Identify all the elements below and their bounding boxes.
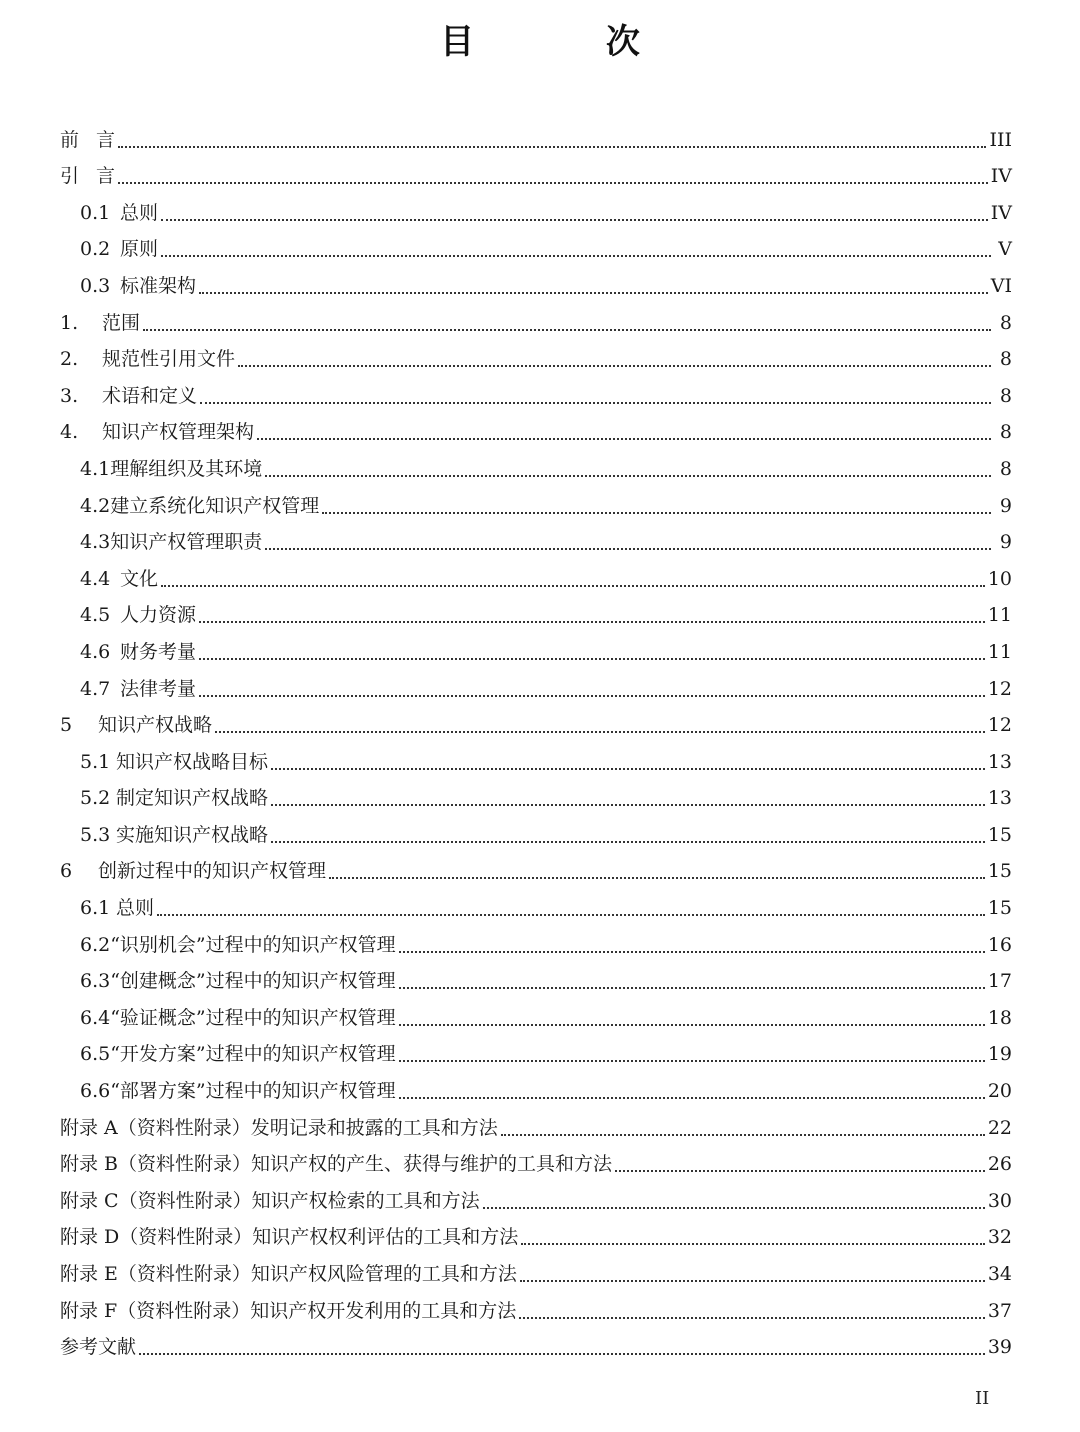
- toc-entry-label: [60, 1146, 612, 1182]
- toc-entry[interactable]: [60, 1292, 1012, 1329]
- toc-entry-page: 15: [987, 897, 1012, 920]
- toc-entry-label: [60, 1219, 518, 1255]
- toc-entry-page: 15: [987, 823, 1012, 846]
- toc-entry[interactable]: [60, 194, 1012, 231]
- toc-entry-page: V: [998, 238, 1012, 261]
- toc-entry[interactable]: [60, 963, 1012, 1000]
- toc-entry-text: 言: [96, 165, 116, 188]
- toc-entry-text: 参考文献: [60, 1336, 137, 1359]
- toc-entry[interactable]: [60, 1036, 1012, 1073]
- toc-entry[interactable]: [60, 1109, 1012, 1146]
- toc-entry[interactable]: [60, 853, 1012, 890]
- toc-entry-number: 附录 E: [60, 1263, 118, 1285]
- toc-entry-label: [80, 597, 196, 633]
- toc-entry[interactable]: [60, 816, 1012, 853]
- toc-entry-text: 创新过程中的知识产权管理: [98, 860, 327, 883]
- dot-leader: [265, 547, 991, 550]
- toc-entry-page: III: [989, 128, 1012, 151]
- toc-entry-number: 附录 C: [60, 1189, 119, 1212]
- dot-leader: [238, 364, 991, 367]
- toc-entry-text: 知识产权战略: [98, 714, 213, 737]
- toc-entry-number: 前: [60, 128, 80, 151]
- toc-entry-page: 22: [987, 1116, 1012, 1139]
- toc-entry-text: 建立系统化知识产权管理: [110, 494, 320, 517]
- toc-entry-number: 4.1: [80, 457, 111, 480]
- dot-leader: [199, 694, 985, 697]
- toc-entry[interactable]: [60, 1146, 1012, 1183]
- toc-entry-page: 39: [987, 1336, 1012, 1359]
- toc-entry-text: 术语和定义: [102, 384, 198, 407]
- dot-leader: [271, 840, 985, 843]
- dot-leader: [329, 876, 985, 879]
- toc-entry-number: 6.5: [80, 1043, 111, 1066]
- dot-leader: [199, 620, 985, 623]
- dot-leader: [399, 1096, 985, 1099]
- toc-entry-label: [80, 195, 158, 231]
- toc-entry-number: 0.3: [80, 274, 111, 297]
- toc-entry-number: 6.6: [80, 1080, 111, 1103]
- dot-leader: [265, 474, 991, 477]
- dot-leader: [399, 1059, 985, 1062]
- toc-entry-label: [60, 707, 212, 743]
- toc-entry-page: 15: [987, 860, 1012, 883]
- toc-entry-text: （资料性附录）知识产权检索的工具和方法: [118, 1189, 480, 1212]
- toc-entry[interactable]: [60, 1182, 1012, 1219]
- toc-entry[interactable]: [60, 231, 1012, 268]
- toc-entry-text: （资料性附录）知识产权风险管理的工具和方法: [117, 1263, 517, 1285]
- toc-entry-number: 4.4: [80, 567, 111, 590]
- toc-entry-label: [80, 744, 268, 780]
- toc-entry-label: [80, 1000, 396, 1036]
- toc-entry[interactable]: [60, 414, 1012, 451]
- toc-entry-text: 法律考量: [120, 677, 197, 700]
- toc-entry-page: 18: [987, 1006, 1012, 1029]
- toc-entry-label: [60, 378, 197, 414]
- toc-entry-page: 37: [987, 1299, 1012, 1322]
- dot-leader: [215, 730, 985, 733]
- toc-entry-label: [60, 1293, 516, 1329]
- dot-leader: [521, 1242, 985, 1245]
- toc-entry-page: 8: [999, 457, 1012, 480]
- toc-entry-number: 3.: [60, 384, 79, 407]
- toc-entry-number: 1.: [60, 311, 79, 334]
- toc-entry-page: 12: [987, 714, 1012, 737]
- dot-leader: [143, 328, 991, 331]
- dot-leader: [161, 254, 991, 257]
- toc-entry-text: 知识产权管理架构: [102, 421, 255, 444]
- toc-entry[interactable]: [60, 999, 1012, 1036]
- toc-entry-number: 5.3: [80, 823, 111, 846]
- toc-entry-number: 4.2: [80, 494, 111, 517]
- toc-entry-text: 实施知识产权战略: [116, 823, 269, 846]
- toc-entry-text: 言: [96, 128, 116, 151]
- toc-entry-page: 8: [999, 421, 1012, 444]
- toc-entry-text: 人力资源: [120, 604, 197, 627]
- toc-entry[interactable]: [60, 304, 1012, 341]
- toc-entry-text: 总则: [120, 201, 159, 224]
- toc-entry-label: [60, 414, 254, 450]
- toc-entry[interactable]: [60, 780, 1012, 817]
- toc-entry-text: “部署方案”过程中的知识产权管理: [110, 1080, 396, 1103]
- dot-leader: [199, 657, 985, 660]
- toc-entry-page: 17: [987, 970, 1012, 993]
- dot-leader: [399, 986, 985, 989]
- toc-entry-number: 6.4: [80, 1006, 111, 1029]
- toc-entry[interactable]: [60, 267, 1012, 304]
- toc-entry-text: （资料性附录）知识产权的产生、获得与维护的工具和方法: [118, 1153, 613, 1176]
- toc-entry-page: 13: [987, 750, 1012, 773]
- dot-leader: [139, 1352, 985, 1355]
- toc-entry-number: 附录 D: [60, 1226, 120, 1249]
- toc-entry-label: [80, 231, 158, 267]
- toc-entry-label: [80, 451, 262, 487]
- dot-leader: [615, 1169, 985, 1172]
- toc-entry[interactable]: [60, 1219, 1012, 1256]
- toc-entry-text: （资料性附录）知识产权开发利用的工具和方法: [117, 1299, 517, 1322]
- toc-entry-number: 6.3: [80, 970, 111, 993]
- toc-entry-page: IV: [990, 201, 1012, 224]
- toc-entry-page: 26: [987, 1153, 1012, 1176]
- toc-entry-label: [80, 780, 268, 816]
- dot-leader: [118, 181, 988, 184]
- page-number: II: [975, 1388, 990, 1409]
- toc-entry-page: 11: [987, 640, 1012, 663]
- toc-entry[interactable]: [60, 1329, 1012, 1366]
- toc-entry-number: 2.: [60, 348, 79, 371]
- dot-leader: [520, 1279, 985, 1282]
- toc-entry-label: [60, 853, 326, 889]
- toc-entry-label: [60, 158, 115, 194]
- dot-leader: [199, 291, 988, 294]
- dot-leader: [501, 1133, 985, 1136]
- toc-entry-label: [60, 341, 235, 377]
- toc-entry-number: 附录 B: [60, 1153, 119, 1176]
- toc-entry-page: 11: [987, 604, 1012, 627]
- toc-entry-text: 知识产权管理职责: [110, 531, 263, 554]
- toc-entry[interactable]: [60, 560, 1012, 597]
- toc-entry-number: 5.1: [80, 750, 111, 773]
- toc-entry[interactable]: [60, 926, 1012, 963]
- toc-entry[interactable]: [60, 487, 1012, 524]
- toc-entry[interactable]: [60, 743, 1012, 780]
- toc-entry-page: 20: [987, 1080, 1012, 1103]
- toc-entry-number: 5: [60, 714, 73, 737]
- toc-entry-text: “识别机会”过程中的知识产权管理: [110, 933, 396, 956]
- toc-entry-text: “创建概念”过程中的知识产权管理: [110, 970, 396, 993]
- toc-entry[interactable]: [60, 158, 1012, 195]
- toc-entry[interactable]: [60, 1072, 1012, 1109]
- toc-entry-text: （资料性附录）知识产权权利评估的工具和方法: [119, 1226, 519, 1249]
- toc-entry-label: [80, 561, 158, 597]
- toc-entry-label: [80, 268, 196, 304]
- toc-entry-page: 32: [987, 1226, 1012, 1249]
- dot-leader: [399, 1023, 985, 1026]
- toc-entry-label: [80, 634, 196, 670]
- toc-entry-label: [80, 927, 396, 963]
- toc-entry-number: 引: [60, 165, 80, 188]
- toc-entry-text: 规范性引用文件: [102, 348, 236, 371]
- dot-leader: [161, 218, 988, 221]
- toc-entry-label: [60, 1329, 136, 1365]
- toc-entry[interactable]: [60, 670, 1012, 707]
- toc-entry-text: 总则: [116, 897, 155, 920]
- toc-entry-page: VI: [990, 274, 1012, 297]
- toc-entry-label: [80, 524, 262, 560]
- toc-entry-text: 标准架构: [120, 274, 197, 297]
- toc-entry-text: “开发方案”过程中的知识产权管理: [110, 1043, 396, 1066]
- toc-entry-label: [60, 305, 140, 341]
- dot-leader: [271, 767, 985, 770]
- toc-entry-page: 10: [987, 567, 1012, 590]
- toc-entry-number: 6.1: [80, 897, 111, 920]
- dot-leader: [271, 803, 985, 806]
- toc-entry-label: [80, 963, 396, 999]
- toc-entry-number: 附录 A: [60, 1116, 118, 1139]
- toc-entry-page: 9: [999, 531, 1012, 554]
- toc-entry-label: [80, 671, 196, 707]
- toc-entry-text: 知识产权战略目标: [116, 750, 269, 773]
- toc-entry-page: 8: [999, 348, 1012, 371]
- toc-entry-text: 理解组织及其环境: [110, 457, 263, 480]
- toc-entry-label: [80, 890, 154, 926]
- toc-entry[interactable]: [60, 707, 1012, 744]
- toc-entry[interactable]: [60, 341, 1012, 378]
- toc-entry-label: [60, 122, 115, 158]
- toc-entry[interactable]: [60, 121, 1012, 158]
- toc-entry-label: [60, 1183, 480, 1219]
- toc-entry-label: [60, 1256, 517, 1292]
- toc-entry-text: 文化: [120, 567, 159, 590]
- toc-entry-label: [60, 1110, 498, 1146]
- toc-entry-number: 0.2: [80, 238, 111, 261]
- dot-leader: [257, 437, 991, 440]
- toc-entry-page: 13: [987, 787, 1012, 810]
- toc-entry-page: 12: [987, 677, 1012, 700]
- toc-entry-number: 6: [60, 860, 73, 883]
- toc-entry[interactable]: [60, 889, 1012, 926]
- toc-entry-page: 30: [987, 1189, 1012, 1212]
- toc-entry-text: 范围: [102, 311, 141, 334]
- toc-entry-number: 4.7: [80, 677, 111, 700]
- toc-entry-number: 5.2: [80, 787, 111, 810]
- toc-entry-number: 4.3: [80, 531, 111, 554]
- toc-entry-number: 4.6: [80, 640, 111, 663]
- toc-entry-page: 8: [999, 311, 1012, 334]
- dot-leader: [118, 145, 986, 148]
- toc-entry-number: 6.2: [80, 933, 111, 956]
- toc-entry[interactable]: [60, 450, 1012, 487]
- dot-leader: [161, 584, 985, 587]
- toc-entry-text: 制定知识产权战略: [116, 787, 269, 810]
- toc-entry-number: 4.: [60, 421, 79, 444]
- toc-entry[interactable]: [60, 524, 1012, 561]
- page-title: 目 次: [440, 22, 700, 62]
- toc-entry-label: [80, 1036, 396, 1072]
- toc-entry[interactable]: [60, 1255, 1012, 1292]
- toc-entry-page: 9: [999, 494, 1012, 517]
- toc-entry[interactable]: [60, 377, 1012, 414]
- toc-entry-text: 原则: [120, 238, 159, 261]
- dot-leader: [322, 511, 991, 514]
- dot-leader: [157, 913, 985, 916]
- toc-entry-page: 19: [987, 1043, 1012, 1066]
- toc-entry-number: 0.1: [80, 201, 111, 224]
- toc-entry-label: [80, 488, 319, 524]
- table-of-contents: [60, 121, 1012, 1365]
- dot-leader: [483, 1206, 985, 1209]
- toc-entry-label: [80, 817, 268, 853]
- toc-entry-page: 16: [987, 933, 1012, 956]
- toc-entry-text: “验证概念”过程中的知识产权管理: [110, 1006, 396, 1029]
- toc-entry-text: （资料性附录）发明记录和披露的工具和方法: [117, 1116, 498, 1139]
- dot-leader: [399, 950, 985, 953]
- toc-entry-page: 8: [999, 384, 1012, 407]
- toc-entry-page: 34: [987, 1263, 1012, 1285]
- dot-leader: [519, 1316, 985, 1319]
- toc-entry[interactable]: [60, 633, 1012, 670]
- toc-entry-label: [80, 1073, 396, 1109]
- toc-entry-page: IV: [990, 165, 1012, 188]
- toc-entry-number: 附录 F: [60, 1299, 118, 1322]
- toc-entry-number: 4.5: [80, 604, 111, 627]
- dot-leader: [200, 401, 991, 404]
- toc-entry-text: 财务考量: [120, 640, 197, 663]
- toc-entry[interactable]: [60, 597, 1012, 634]
